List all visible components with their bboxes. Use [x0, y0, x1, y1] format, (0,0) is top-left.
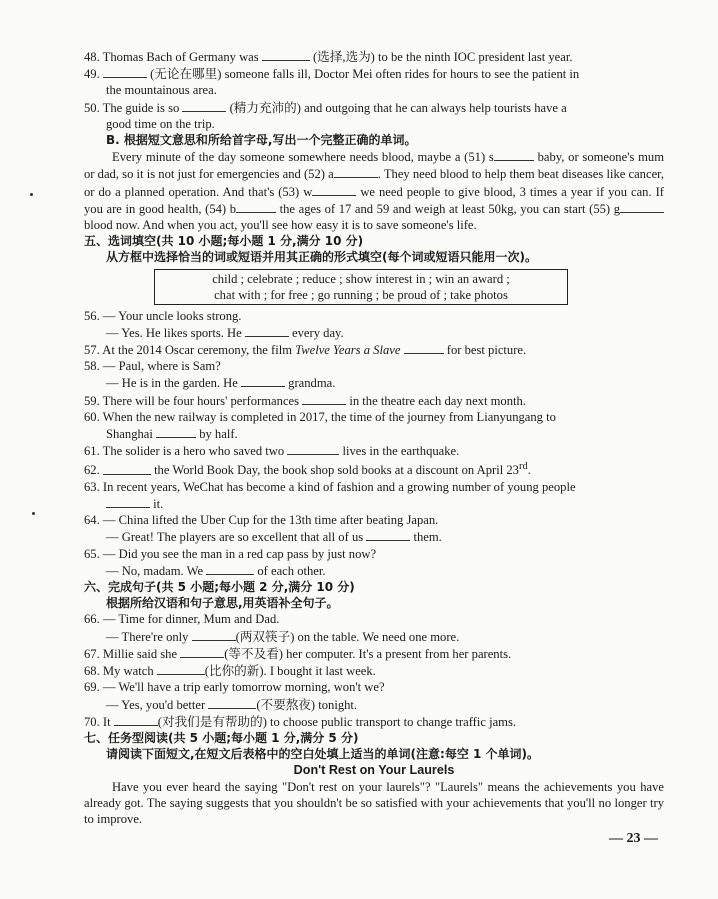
section-5-instructions: 从方框中选择恰当的词或短语并用其正确的形式填空(每个词或短语只能用一次)。: [106, 250, 537, 265]
question-66: 66. — Time for dinner, Mum and Dad. — There're only (两双筷子) on the table. We need one more.: [84, 612, 460, 644]
section-7-title: 七、任务型阅读(共 5 小题;每小题 1 分,满分 5 分): [84, 730, 359, 745]
word-bank-row: child ; celebrate ; reduce ; show interest in ; win an award ;: [212, 271, 510, 286]
answer-blank-53[interactable]: [312, 183, 356, 196]
question-63: 63. In recent years, WeChat has become a kind of fashion and a growing number of young people it.: [84, 479, 576, 512]
question-70: 70. It (对我们是有帮助的) to choose public transport to change traffic jams.: [84, 714, 517, 729]
answer-blank[interactable]: [156, 425, 196, 438]
answer-blank[interactable]: [180, 645, 224, 658]
question-69: 69. — We'll have a trip early tomorrow morning, won't we? — Yes, you'd better (不要熬夜) tonight.: [84, 680, 385, 712]
answer-blank[interactable]: [404, 341, 444, 354]
answer-blank[interactable]: [103, 65, 147, 78]
passage-blood: Every minute of the day someone somewhere needs blood, maybe a (51) s baby, or someone's mum or dad, so it is not just for emergencies and (52) a . They need blood to help them beat diseases like cancer, or do a planned operation. And that's (53) w we need people to give blood, 3 times a year if you can. If you are in good health, (54) b the ages of 17 and 59 and weigh at least 50kg, you can start (55) g blood now. And when you act, you'll see how easy it is to save someone's life.: [84, 150, 665, 233]
word-bank-box: [154, 269, 568, 305]
answer-blank[interactable]: [182, 99, 226, 112]
scan-speck: [32, 512, 35, 515]
question-67: 67. Millie said she (等不及看) her computer. It's a present from her parents.: [84, 646, 512, 661]
question-58: 58. — Paul, where is Sam? — He is in the garden. He grandma.: [84, 359, 336, 391]
part-b-heading: B. 根据短文意思和所给首字母,写出一个完整正确的单词。: [106, 133, 417, 148]
question-64: 64. — China lifted the Uber Cup for the 13th time after beating Japan. — Great! The players are so excellent that all of us them.: [84, 513, 442, 545]
answer-blank[interactable]: [208, 696, 256, 709]
section-6-instructions: 根据所给汉语和句子意思,用英语补全句子。: [106, 596, 339, 611]
answer-blank-55[interactable]: [620, 200, 664, 213]
answer-blank[interactable]: [157, 662, 205, 675]
answer-blank[interactable]: [114, 713, 158, 726]
answer-blank[interactable]: [206, 562, 254, 575]
section-7-instructions: 请阅读下面短文,在短文后表格中的空白处填上适当的单词(注意:每空 1 个单词)。: [106, 747, 540, 762]
answer-blank-54[interactable]: [236, 200, 276, 213]
question-62: 62. the World Book Day, the book shop sold books at a discount on April 23rd.: [84, 461, 531, 478]
answer-blank[interactable]: [241, 374, 285, 387]
answer-blank[interactable]: [103, 462, 151, 475]
word-bank-row: chat with ; for free ; go running ; be proud of ; take photos: [214, 287, 508, 302]
question-56: 56. — Your uncle looks strong. — Yes. He likes sports. He every day.: [84, 308, 344, 340]
answer-blank[interactable]: [366, 528, 410, 541]
question-50: 50. The guide is so (精力充沛的) and outgoing that he can always help tourists have a good time on the trip.: [84, 100, 567, 131]
answer-blank-51[interactable]: [494, 148, 534, 161]
answer-blank[interactable]: [106, 495, 150, 508]
question-59: 59. There will be four hours' performances in the theatre each day next month.: [84, 393, 526, 408]
question-65: 65. — Did you see the man in a red cap pass by just now? — No, madam. We of each other.: [84, 546, 377, 578]
answer-blank[interactable]: [245, 324, 289, 337]
reading-paragraph: Have you ever heard the saying "Don't rest on your laurels"? "Laurels" means the achievements you have already got. The saying suggests that you shouldn't be so satisfied with your achievements that you'll no longer try to improve.: [84, 779, 664, 826]
answer-blank-52[interactable]: [334, 165, 378, 178]
question-61: 61. The solider is a hero who saved two lives in the earthquake.: [84, 444, 460, 459]
page-content: [84, 48, 664, 827]
answer-blank[interactable]: [262, 48, 310, 61]
answer-blank[interactable]: [302, 392, 346, 405]
answer-blank[interactable]: [192, 628, 236, 641]
question-57: 57. At the 2014 Oscar ceremony, the film Twelve Years a Slave for best picture.: [84, 343, 527, 358]
reading-title: Don't Rest on Your Laurels: [293, 763, 455, 778]
section-5-title: 五、选词填空(共 10 小题;每小题 1 分,满分 10 分): [84, 234, 364, 249]
scan-speck: [30, 193, 33, 196]
section-6-title: 六、完成句子(共 5 小题;每小题 2 分,满分 10 分): [84, 580, 355, 595]
page-number: — 23 —: [609, 831, 658, 846]
answer-blank[interactable]: [287, 442, 339, 455]
question-49: 49. (无论在哪里) someone falls ill, Doctor Mei often rides for hours to see the patient in the mountainous area.: [84, 67, 580, 98]
question-48: 48. Thomas Bach of Germany was (选择,选为) to be the ninth IOC president last year.: [84, 50, 573, 64]
question-68: 68. My watch (比你的新). I bought it last week.: [84, 664, 376, 679]
question-60: 60. When the new railway is completed in 2017, the time of the journey from Lianyungang to Shanghai by half.: [84, 409, 556, 442]
